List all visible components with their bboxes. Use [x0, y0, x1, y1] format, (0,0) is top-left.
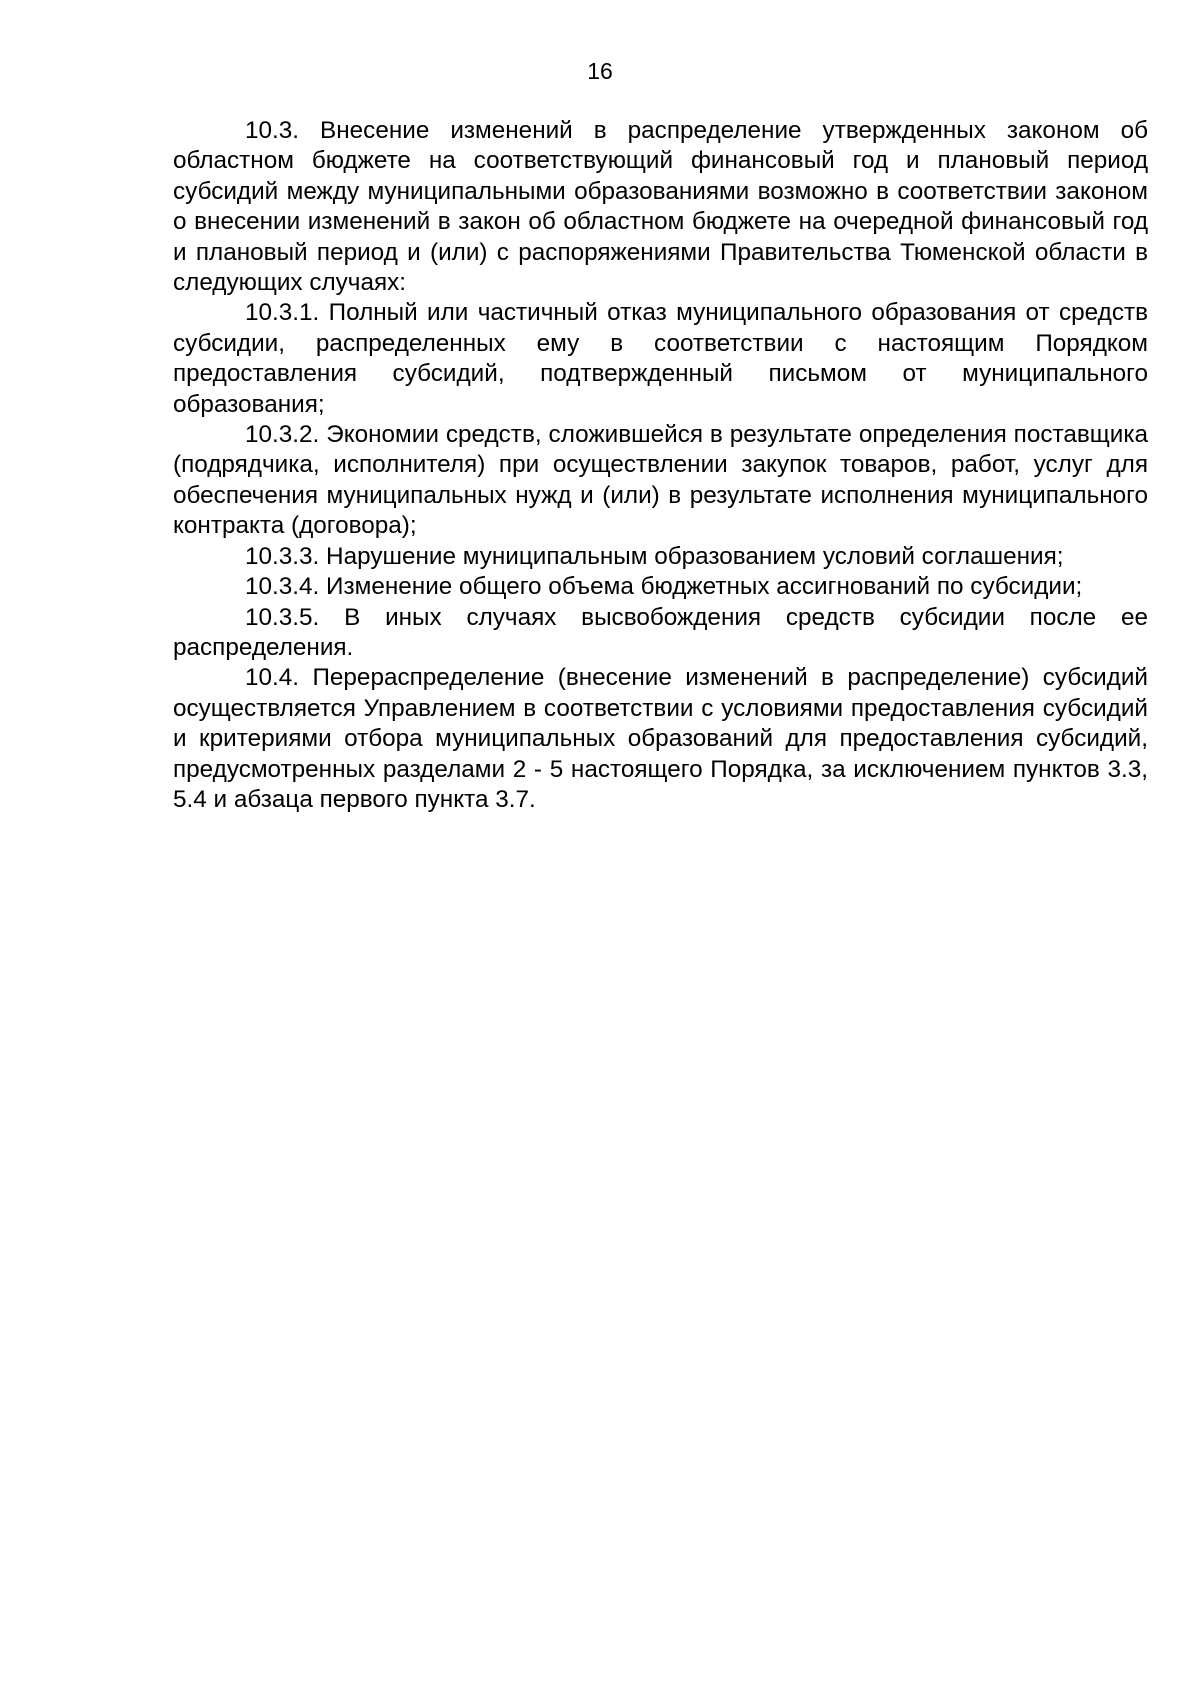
document-body [173, 116, 1148, 815]
paragraph-10-3-2: 10.3.2. Экономии средств, сложившейся в результате определения поставщика (подрядчика, исполнителя) при осуществлении закупок товаров, работ, услуг для обеспечения муниципальных нужд и (или) в результате исполнения муниципального контракта (договора); [173, 421, 1148, 540]
paragraph-10-3-5: 10.3.5. В иных случаях высвобождения средств субсидии после ее распределения. [173, 603, 1148, 661]
page-number: 16 [587, 58, 613, 84]
paragraph-10-3: 10.3. Внесение изменений в распределение утвержденных законом об областном бюджете на соответствующий финансовый год и плановый период субсидий между муниципальными образованиями возможно в соответствии законом о внесении изменений в закон об областном бюджете на очередной финансовый год и плановый период и (или) с распоряжениями Правительства Тюменской области в следующих случаях: [173, 117, 1148, 297]
paragraph-10-4: 10.4. Перераспределение (внесение изменений в распределение) субсидий осуществляется Управлением в соответствии с условиями предоставления субсидий и критериями отбора муниципальных образований для предоставления субсидий, предусмотренных разделами 2 - 5 настоящего Порядка, за исключением пунктов 3.3, 5.4 и абзаца первого пункта 3.7. [173, 664, 1148, 813]
paragraph-10-3-4: 10.3.4. Изменение общего объема бюджетных ассигнований по субсидии; [245, 573, 1083, 601]
paragraph-10-3-3: 10.3.3. Нарушение муниципальным образованием условий соглашения; [245, 542, 1064, 570]
paragraph-10-3-1: 10.3.1. Полный или частичный отказ муниципального образования от средств субсидии, распределенных ему в соответствии с настоящим Порядком предоставления субсидий, подтвержденный письмом от муниципального образования; [173, 299, 1148, 418]
